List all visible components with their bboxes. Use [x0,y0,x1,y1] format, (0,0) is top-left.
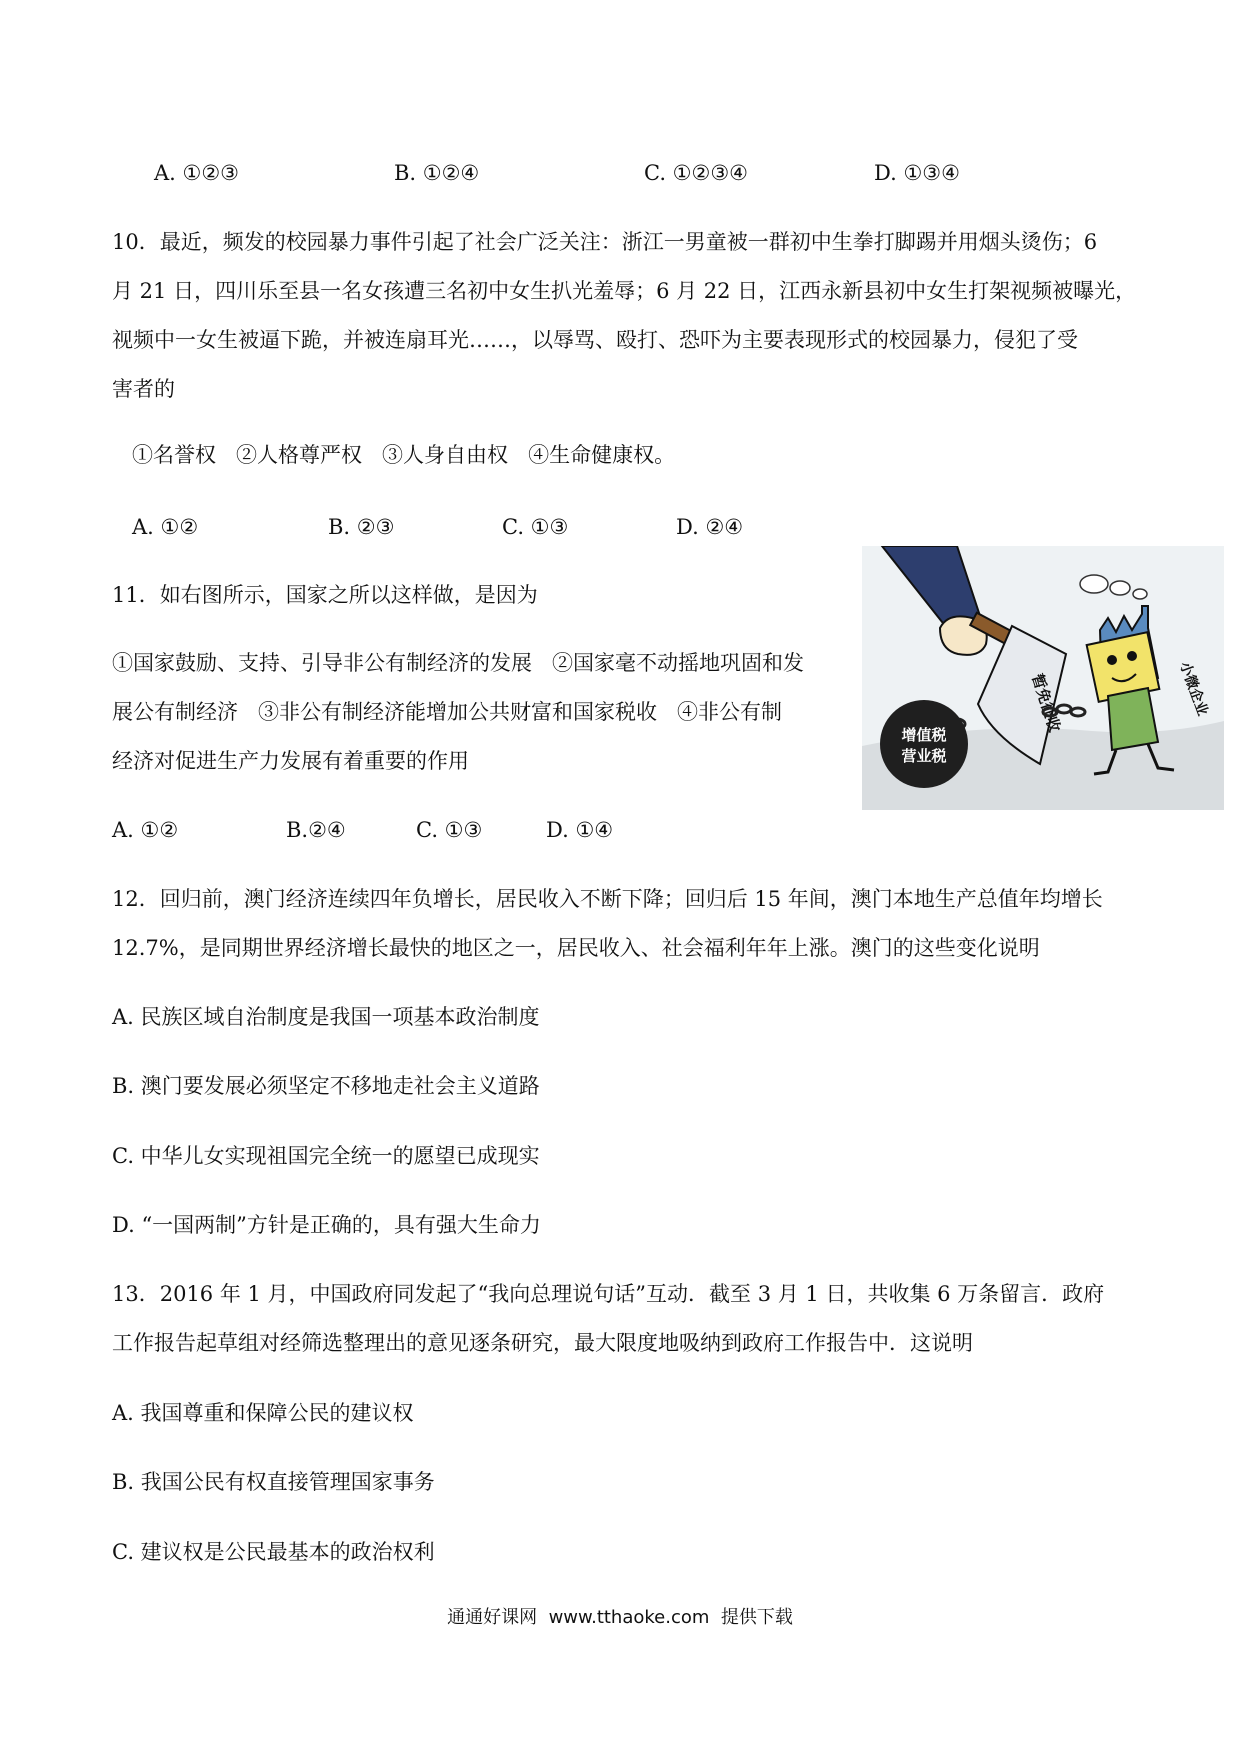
q9-option-b: B. ①②④ [394,161,480,185]
tax-exemption-cartoon [862,546,1224,810]
q10-option-a: A. ①② [132,515,199,539]
q10-items: ①名誉权 ②人格尊严权 ③人身自由权 ④生命健康权。 [132,443,676,467]
q11-line-3: 经济对促进生产力发展有着重要的作用 [112,749,469,773]
page-footer: 通通好课网 www.tthaoke.com 提供下载 [447,1607,793,1628]
company-body [1108,688,1158,750]
q11-line-1: ①国家鼓励、支持、引导非公有制经济的发展 ②国家毫不动摇地巩固和发 [112,651,805,675]
q13-option-a: A. 我国尊重和保障公民的建议权 [112,1401,414,1425]
q9-option-c: C. ①②③④ [644,161,748,185]
q10-stem-line-3: 视频中一女生被逼下跪，并被连扇耳光……，以辱骂、殴打、恐吓为主要表现形式的校园暴力，侵犯了受 [112,328,1078,352]
q11-option-c: C. ①③ [416,818,483,842]
q11-option-b: B.②④ [286,818,346,842]
q13-stem-line-1: 13．2016 年 1 月，中国政府同发起了“我向总理说句话”互动．截至 3 月 1 日，共收集 6 万条留言．政府 [112,1282,1105,1306]
q12-option-c: C. 中华儿女实现祖国完全统一的愿望已成现实 [112,1144,540,1168]
q11-option-d: D. ①④ [546,818,614,842]
q10-stem-line-4: 害者的 [112,377,175,401]
q9-option-a: A. ①②③ [154,161,239,185]
ball-text-line-2: 营业税 [901,747,947,765]
q10-stem-line-2: 月 21 日，四川乐至县一名女孩遭三名初中女生扒光羞辱；6 月 22 日，江西永新县初中女生打架视频被曝光， [112,279,1137,303]
ball-text-line-1: 增值税 [901,726,947,744]
q11-stem: 11．如右图所示，国家之所以这样做，是因为 [112,583,538,607]
company-text: 小微企业 [1176,659,1211,718]
q12-stem-line-2: 12.7%，是同期世界经济增长最快的地区之一，居民收入、社会福利年年上涨。澳门的这些变化说明 [112,936,1040,960]
q12-option-a: A. 民族区域自治制度是我国一项基本政治制度 [112,1005,540,1029]
q11-line-2: 展公有制经济 ③非公有制经济能增加公共财富和国家税收 ④非公有制 [112,700,783,724]
q13-option-b: B. 我国公民有权直接管理国家事务 [112,1470,435,1494]
q10-option-d: D. ②④ [676,515,744,539]
tax-ball [880,700,968,788]
q9-option-d: D. ①③④ [874,161,960,185]
q12-option-d: D. “一国两制”方针是正确的，具有强大生命力 [112,1213,541,1237]
q10-option-b: B. ②③ [328,515,395,539]
q10-option-c: C. ①③ [502,515,569,539]
q13-option-c: C. 建议权是公民最基本的政治权利 [112,1540,435,1564]
q13-stem-line-2: 工作报告起草组对经筛选整理出的意见逐条研究，最大限度地吸纳到政府工作报告中．这说明 [112,1331,973,1355]
q11-option-a: A. ①② [112,818,179,842]
q12-stem-line-1: 12．回归前，澳门经济连续四年负增长，居民收入不断下降；回归后 15 年间，澳门本地生产总值年均增长 [112,887,1103,911]
q10-stem-line-1: 10．最近，频发的校园暴力事件引起了社会广泛关注：浙江一男童被一群初中生拳打脚踢并用烟头烫伤；6 [112,230,1098,254]
stamp-text: 暂免征收 [1028,671,1064,735]
q12-option-b: B. 澳门要发展必须坚定不移地走社会主义道路 [112,1074,540,1098]
